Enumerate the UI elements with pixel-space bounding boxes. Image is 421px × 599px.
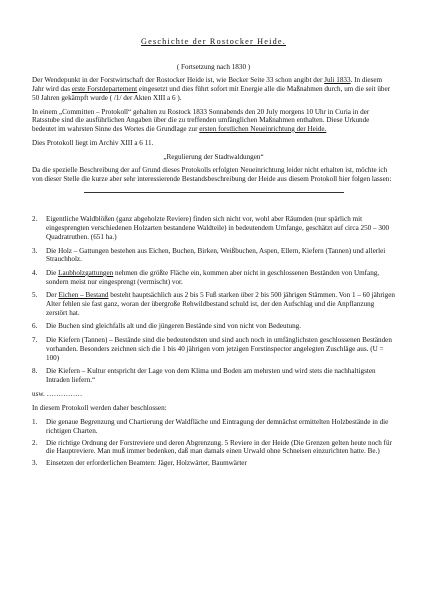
list-item: 4. Die Laubholzgattungen nehmen die größte Fläche ein, kommen aber nicht in geschlossenen Beständen von Umfang, sondern meist nur eingesprengt (vermischt) vor. [32,268,380,286]
list-item: 7. Die Kiefern (Tannen) – Bestände sind die bedeutendsten und sind auch noch in umfänglichsten geschlossenen Beständen vorhanden. Besonders zeichnen sich die 1 bis 40 jährigen vom jetzigen Forstinspector angelegten Zuschläge aus. (U = 100) [32,336,392,362]
list-item: 5. Der Eichen – Bestand besteht hauptsächlich aus 2 bis 5 Fuß starken über 2 bis 500 jährigen Stämmen. Von 1 – 60 jährigen Alter fehlen sie fast ganz, woran der übergroße Rehwildbestand schuld ist, der den Aufschlag und die Anpflanzung zerstört hat. [32,291,395,317]
paragraph-beschreibung: Da die spezielle Beschreibung der auf Grund dieses Protokolls erfolgten Neueinrichtung leider nicht erhalten ist, möchte ich von dieser Stelle die kurze aber sehr interessierende Bestandsbeschreibung der Heide aus diesem Protokoll hier folgen lassen: [32,166,392,183]
page-subtitle: ( Fortsetzung nach 1830 ) [176,62,251,71]
list-item: 3. Die Holz – Gattungen bestehen aus Eichen, Buchen, Birken, Weißbuchen, Aspen, Ellern, Kiefern (Tannen) und allerlei Strauchholz. [32,246,386,264]
section-title: „Regulierung der Stadtwaldungen“ [163,153,264,162]
page-title: Geschichte der Rostocker Heide. [141,37,286,46]
paragraph-protokoll: In einem „Committen – Protokoll“ gehalten zu Rostock 1833 Sonnabends den 20 July morgens 10 Uhr in Curia in der Ratsstube sind die ausführlichen Angaben über die zu treffenden umfänglichen Maßnahmen enthalten. Diese Urkunde bedeutet im wahrsten Sinne des Wortes die Grundlage zur ersten forstlichen Neueinrichtung der Heide. [32,107,370,133]
list-item: 3. Einsetzen der erforderlichen Beamten: Jäger, Holzwärter, Baumwärter [32,458,247,467]
usw-marker: usw. …………… [32,389,83,398]
beschluss-list [32,418,395,468]
list-item: 1. Die genaue Begrenzung und Chartierung der Waldfläche und Eintragung der demnächst ermittelten Holzbestände in die richtigen Charten. [32,418,389,435]
paragraph-wendepunkt: Der Wendepunkt in der Forstwirtschaft der Rostocker Heide ist, wie Becker Seite 33 schon angibt der Juli 1833. In diesem Jahr wird das erste Forstdepartement eingesetzt und dies führt sofort mit Energie alle die Maßnahmen durch, um die seit über 50 Jahren gekämpft wurde ( /1/ der Akten XIII a 6 ). [32,76,391,102]
divider-line [84,192,344,193]
paragraph-archiv: Dies Protokoll liegt im Archiv XIII a 6 11. [32,138,154,147]
underlined-neueinrichtung: ersten forstlichen Neueinrichtung der Heide. [199,124,327,133]
list-item: 2. Eigentliche Waldblößen (ganz abgeholzte Reviere) finden sich nicht vor, wohl aber Räumden (nur spärlich mit eingesprengten verschiedenen Holzarten bestandene Waldteile) in bedeutendem Umfange, geschätzt auf circa 250 – 300 Quadratruthen. (651 ha.) [32,215,390,241]
underlined-forstdepartement: erste Forstdepartement [71,85,138,94]
underlined-date: Juli 1833 [324,76,351,85]
paragraph-beschluss: In diesem Protokoll werden daher beschlossen: [32,404,167,413]
list-item: 6. Die Buchen sind gleichfalls alt und die jüngeren Bestände sind von nicht von Bedeutung. [32,322,302,331]
list-item: 8. Die Kiefern – Kultur entspricht der Lage von dem Klima und Boden am mehrsten und wird stets die nachhaltigsten Intraden liefern.“ [32,367,376,384]
list-item: 2. Die richtige Ordnung der Forstreviere und deren Abgrenzung. 5 Reviere in der Heide (Die Grenzen gelten heute noch für die Hauptreviere. Man muß immer bedenken, daß man damals einen Urwald ohne Schneisen einzurichten hatte. Be.) [32,438,392,456]
bestand-list [32,215,395,384]
